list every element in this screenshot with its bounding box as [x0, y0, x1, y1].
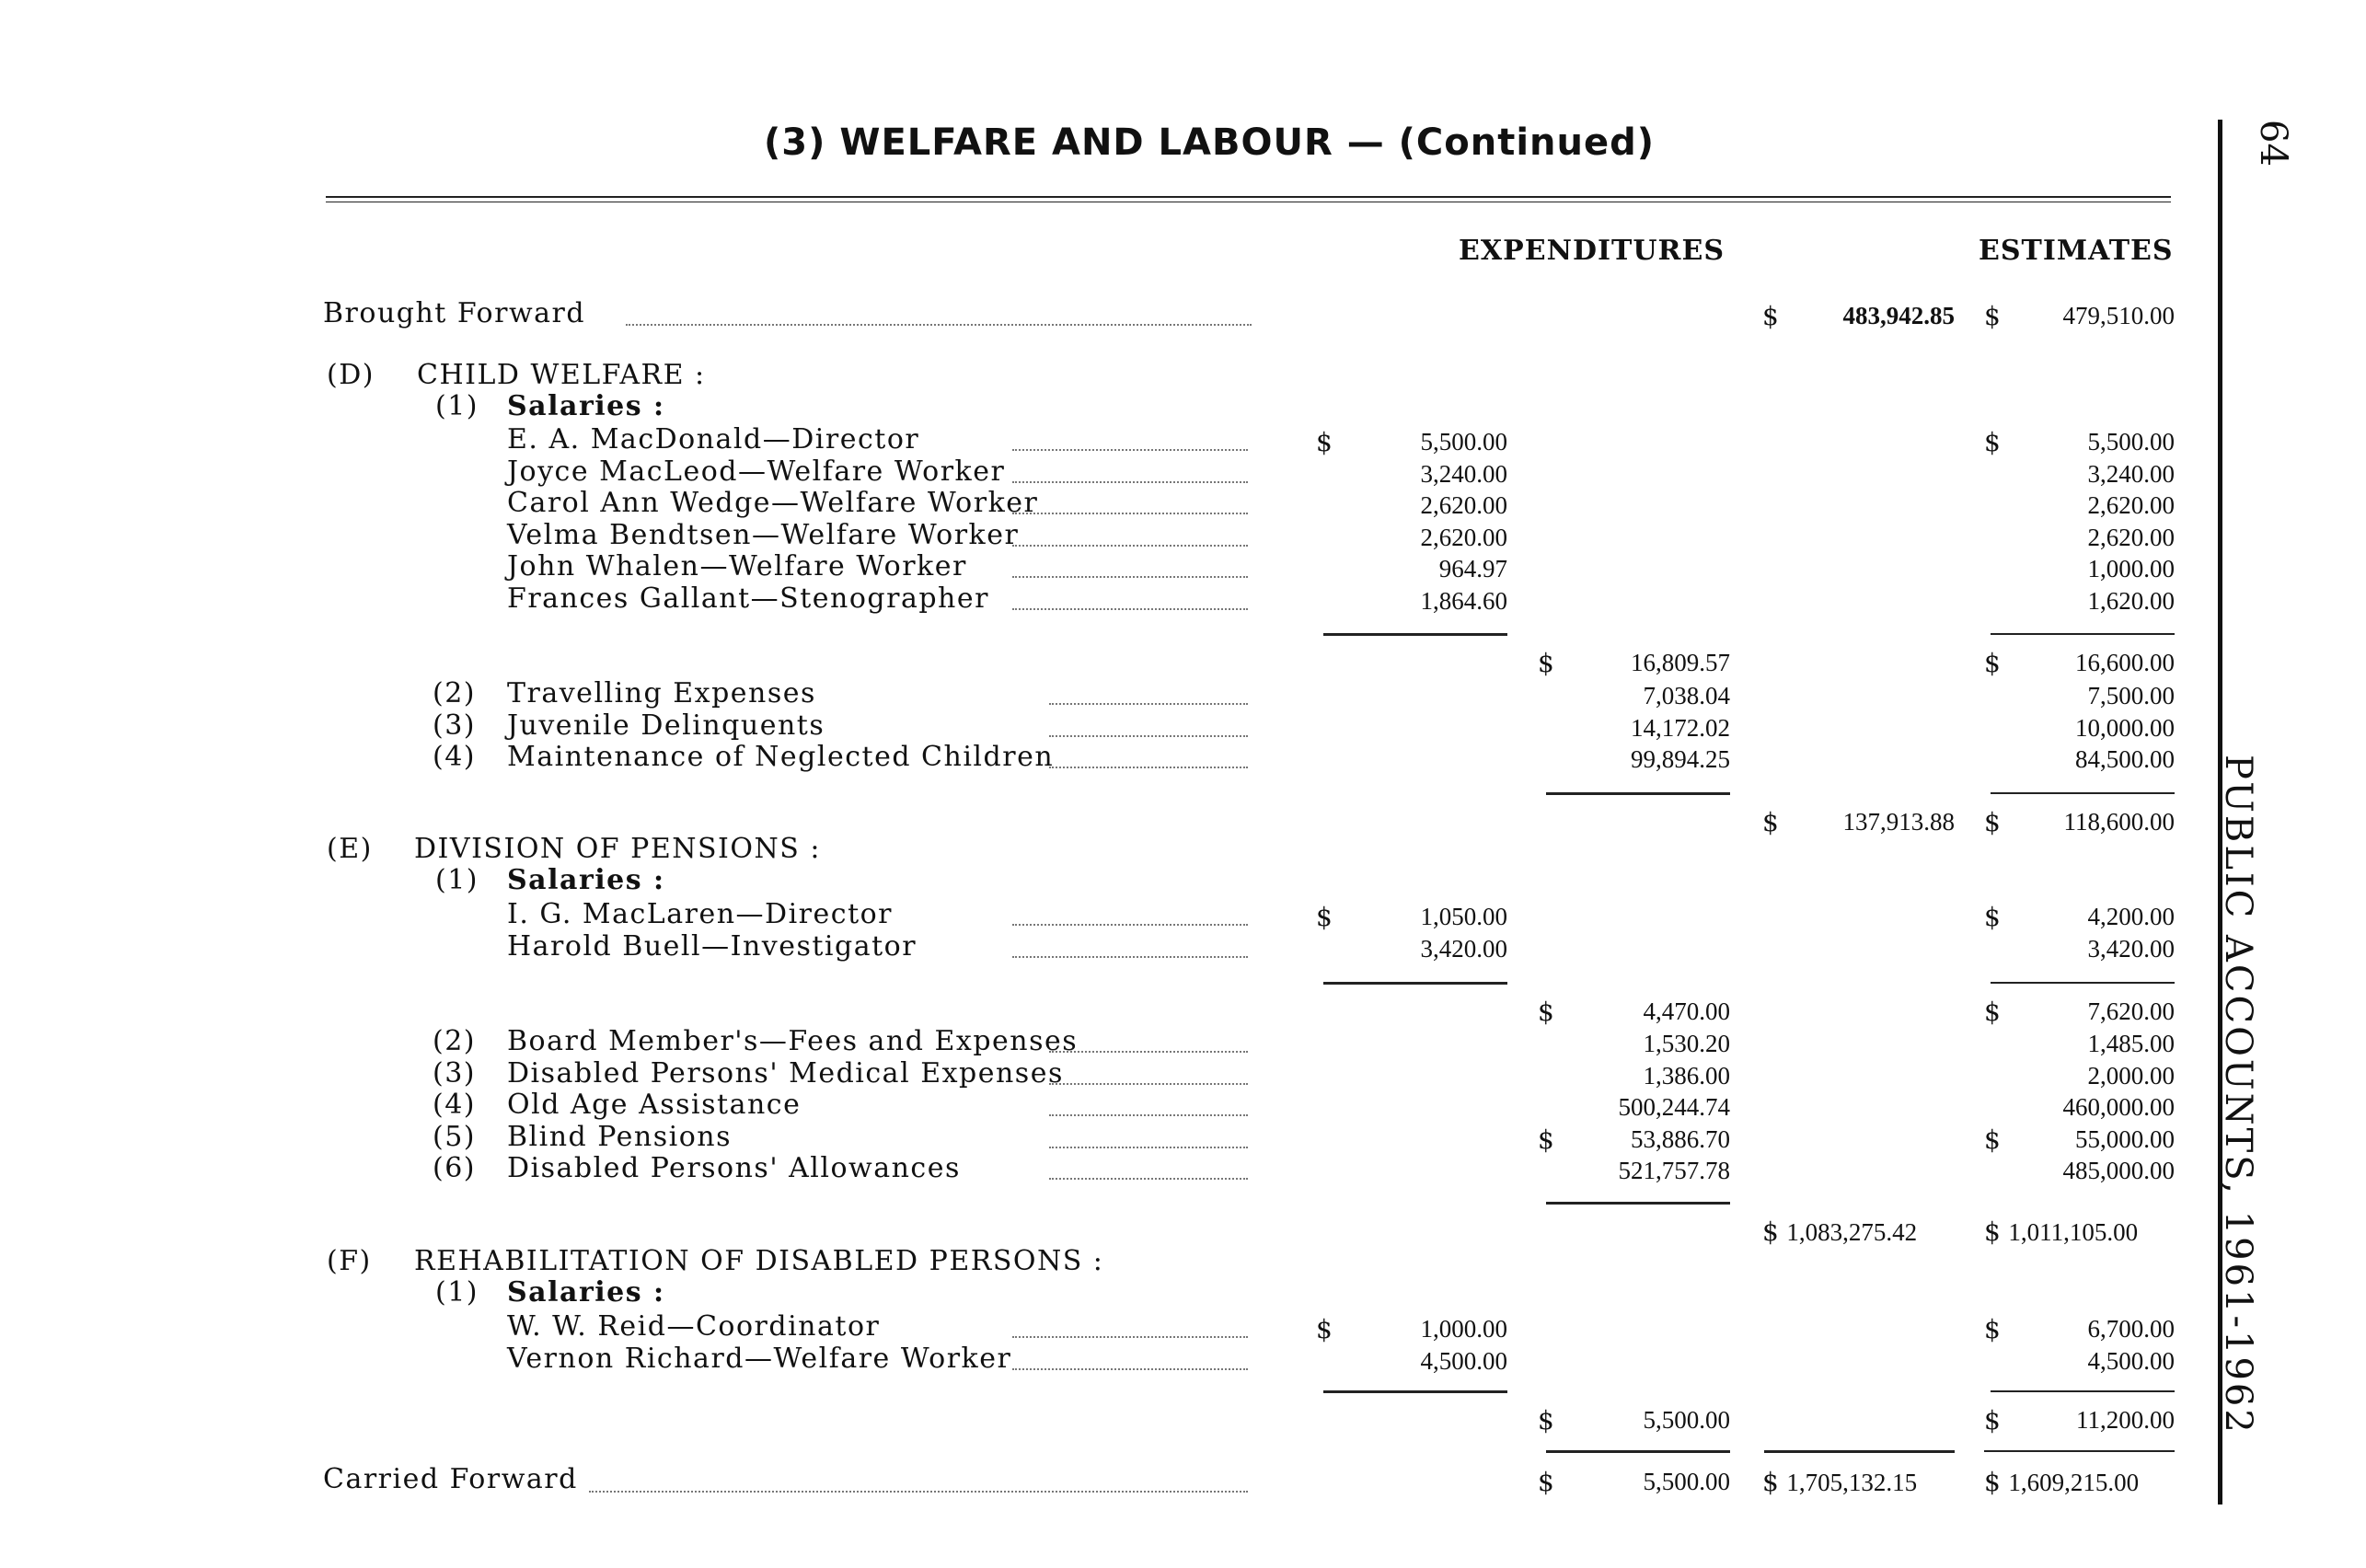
item-label: Travelling Expenses	[507, 677, 816, 709]
staff-name: I. G. MacLaren—Director	[507, 898, 894, 930]
item-amount: 99,894.25	[1631, 745, 1730, 773]
item-number: (3)	[433, 1056, 476, 1090]
leader-dots	[1012, 449, 1248, 451]
dollar-sign: $	[1984, 1405, 2001, 1435]
dollar-sign: $	[1316, 427, 1333, 457]
pen-total-line	[1762, 1216, 1918, 1247]
cw-salaries-total: 16,809.57	[1631, 649, 1730, 676]
item-amount: 14,172.02	[1631, 713, 1730, 742]
staff-name: Velma Bendtsen—Welfare Worker	[507, 518, 1020, 551]
header-rule	[326, 196, 2171, 198]
dollar-sign: $	[1984, 1124, 2001, 1155]
salaries-label: Salaries :	[507, 864, 665, 896]
dollar-sign: $	[1762, 1216, 1779, 1247]
dollar-sign: $	[1762, 1467, 1779, 1497]
page-title: (3) WELFARE AND LABOUR — (Continued)	[764, 121, 1656, 164]
leader-dots	[589, 1491, 1248, 1493]
leader-dots	[1012, 513, 1248, 514]
leader-dots	[1049, 703, 1248, 705]
total-rule	[1764, 1450, 1955, 1453]
dollar-sign: $	[1984, 997, 2001, 1027]
staff-name: Harold Buell—Investigator	[507, 929, 918, 963]
item-label: Maintenance of Neglected Children	[507, 741, 1055, 773]
expenditures-header: EXPENDITURES	[1459, 235, 1725, 267]
leader-dots	[626, 324, 1252, 326]
dollar-sign: $	[1984, 1314, 2001, 1344]
subtotal-rule	[1991, 1390, 2175, 1392]
item-estimate: 55,000.00	[2075, 1124, 2175, 1153]
pen-salaries-total: 4,470.00	[1643, 997, 1730, 1025]
item-estimate: 1,485.00	[2087, 1030, 2175, 1057]
item-amount: 53,886.70	[1631, 1124, 1730, 1153]
staff-name: Carol Ann Wedge—Welfare Worker	[507, 487, 1039, 519]
salaries-label: Salaries :	[507, 1276, 665, 1309]
item-number: (1)	[435, 864, 479, 896]
carried-forward-estimate: 1,609,215.00	[2008, 1469, 2140, 1496]
dollar-sign: $	[1538, 1405, 1554, 1435]
item-number: (6)	[433, 1152, 476, 1184]
total-rule	[1991, 792, 2175, 794]
staff-amount: 4,500.00	[1420, 1346, 1507, 1375]
cw-salaries-estimate: 16,600.00	[2075, 649, 2175, 676]
dollar-sign: $	[1762, 807, 1779, 837]
item-number: (1)	[435, 1276, 479, 1309]
staff-estimate: 1,620.00	[2087, 586, 2175, 615]
item-number: (4)	[433, 741, 476, 773]
section-title-rehab: REHABILITATION OF DISABLED PERSONS :	[414, 1245, 1104, 1277]
leader-dots	[1049, 1051, 1248, 1053]
salaries-label: Salaries :	[507, 390, 665, 422]
brought-forward-label: Brought Forward	[323, 297, 586, 329]
dollar-sign: $	[1316, 1314, 1333, 1344]
staff-name: Frances Gallant—Stenographer	[507, 582, 989, 615]
subtotal-rule	[1323, 1390, 1507, 1393]
carried-forward-total: 1,705,132.15	[1786, 1469, 1918, 1496]
dollar-sign: $	[1984, 1467, 2001, 1497]
pen-salaries-estimate: 7,620.00	[2087, 997, 2175, 1025]
item-number: (2)	[433, 1025, 476, 1057]
staff-estimate: 2,620.00	[2087, 523, 2175, 551]
item-estimate: 84,500.00	[2075, 745, 2175, 773]
section-title-child-welfare: CHILD WELFARE :	[417, 359, 706, 391]
brought-forward-estimate: 479,510.00	[2062, 302, 2175, 329]
rehab-salaries-total: 5,500.00	[1643, 1406, 1730, 1434]
leader-dots	[1049, 1178, 1248, 1180]
page-number: 64	[2252, 120, 2294, 167]
staff-amount: 2,620.00	[1420, 523, 1507, 551]
brought-forward-total: 483,942.85	[1842, 302, 1955, 329]
item-label: Disabled Persons' Medical Expenses	[507, 1056, 1064, 1090]
leader-dots	[1049, 1147, 1248, 1148]
subtotal-rule	[1323, 633, 1507, 636]
dollar-sign: $	[1316, 902, 1333, 932]
staff-amount: 1,050.00	[1420, 903, 1507, 930]
total-rule	[1546, 792, 1730, 795]
staff-name: E. A. MacDonald—Director	[507, 423, 920, 455]
item-estimate: 485,000.00	[2062, 1157, 2175, 1184]
item-label: Juvenile Delinquents	[507, 709, 825, 742]
staff-estimate: 4,200.00	[2087, 903, 2175, 930]
leader-dots	[1012, 608, 1248, 610]
staff-estimate: 3,420.00	[2087, 934, 2175, 963]
leader-dots	[1012, 1336, 1248, 1338]
staff-name: W. W. Reid—Coordinator	[507, 1310, 881, 1343]
leader-dots	[1012, 545, 1248, 547]
estimates-header: ESTIMATES	[1979, 235, 2174, 267]
staff-amount: 1,000.00	[1420, 1315, 1507, 1343]
item-estimate: 460,000.00	[2062, 1093, 2175, 1121]
staff-estimate: 2,620.00	[2087, 491, 2175, 519]
leader-dots	[1012, 481, 1248, 483]
leader-dots	[1012, 576, 1248, 578]
dollar-sign: $	[1538, 648, 1554, 678]
total-rule	[1984, 1450, 2175, 1452]
subtotal-rule	[1991, 982, 2175, 984]
leader-dots	[1049, 1083, 1248, 1085]
dollar-sign: $	[1984, 427, 2001, 457]
leader-dots	[1012, 924, 1248, 926]
staff-amount: 1,864.60	[1420, 586, 1507, 615]
item-label: Disabled Persons' Allowances	[507, 1152, 961, 1184]
leader-dots	[1012, 956, 1248, 958]
dollar-sign: $	[1538, 1124, 1554, 1155]
dollar-sign: $	[1984, 902, 2001, 932]
leader-dots	[1049, 735, 1248, 737]
leader-dots	[1049, 1114, 1248, 1116]
item-number: (2)	[433, 677, 476, 709]
staff-estimate: 5,500.00	[2087, 428, 2175, 455]
staff-name: Vernon Richard—Welfare Worker	[507, 1342, 1012, 1375]
item-number: (4)	[433, 1089, 476, 1121]
staff-estimate: 6,700.00	[2087, 1315, 2175, 1343]
item-number: (3)	[433, 709, 476, 742]
section-letter-d: (D)	[327, 359, 375, 391]
dollar-sign: $	[1984, 807, 2001, 837]
dollar-sign: $	[1984, 301, 2001, 331]
item-amount: 1,530.20	[1643, 1030, 1730, 1057]
dollar-sign: $	[1538, 1467, 1554, 1497]
section-letter-f: (F)	[327, 1245, 372, 1277]
staff-estimate: 4,500.00	[2087, 1346, 2175, 1375]
item-label: Old Age Assistance	[507, 1089, 802, 1121]
item-amount: 7,038.04	[1643, 682, 1730, 709]
item-number: (1)	[435, 390, 479, 422]
subtotal-rule	[1991, 633, 2175, 635]
staff-amount: 2,620.00	[1420, 491, 1507, 519]
total-rule	[1546, 1202, 1730, 1205]
leader-dots	[1049, 767, 1248, 768]
carried-forward-amount: 5,500.00	[1643, 1468, 1730, 1495]
rehab-salaries-estimate: 11,200.00	[2076, 1406, 2175, 1434]
staff-amount: 5,500.00	[1420, 428, 1507, 455]
total-rule	[1546, 1450, 1730, 1453]
subtotal-rule	[1323, 982, 1507, 985]
dollar-sign: $	[1538, 997, 1554, 1027]
item-amount: 500,244.74	[1618, 1093, 1730, 1121]
item-estimate: 7,500.00	[2087, 682, 2175, 709]
staff-amount: 3,240.00	[1420, 459, 1507, 488]
section-letter-e: (E)	[327, 833, 373, 865]
pen-estimate-line	[1984, 1216, 2139, 1247]
pen-total: 1,083,275.42	[1786, 1218, 1918, 1246]
staff-amount: 3,420.00	[1420, 934, 1507, 963]
carried-forward-total-line	[1762, 1467, 1918, 1497]
staff-amount: 964.97	[1438, 555, 1507, 582]
carried-forward-label: Carried Forward	[323, 1463, 578, 1495]
item-number: (5)	[433, 1120, 476, 1153]
dollar-sign: $	[1762, 301, 1779, 331]
pen-total-estimate: 1,011,105.00	[2008, 1218, 2139, 1246]
section-title-pensions: DIVISION OF PENSIONS :	[414, 833, 821, 865]
dollar-sign: $	[1984, 648, 2001, 678]
leader-dots	[1012, 1368, 1248, 1370]
item-estimate: 10,000.00	[2075, 713, 2175, 742]
staff-name: John Whalen—Welfare Worker	[507, 550, 967, 582]
staff-name: Joyce MacLeod—Welfare Worker	[507, 455, 1006, 488]
staff-estimate: 1,000.00	[2087, 555, 2175, 582]
carried-forward-estimate-line	[1984, 1467, 2140, 1497]
item-estimate: 2,000.00	[2087, 1061, 2175, 1090]
staff-estimate: 3,240.00	[2087, 459, 2175, 488]
cw-total-estimate: 118,600.00	[2063, 808, 2175, 836]
item-amount: 1,386.00	[1643, 1061, 1730, 1090]
item-amount: 521,757.78	[1618, 1157, 1730, 1184]
cw-total: 137,913.88	[1842, 808, 1955, 836]
item-label: Board Member's—Fees and Expenses	[507, 1025, 1079, 1057]
dollar-sign: $	[1984, 1216, 2001, 1247]
item-label: Blind Pensions	[507, 1120, 732, 1153]
